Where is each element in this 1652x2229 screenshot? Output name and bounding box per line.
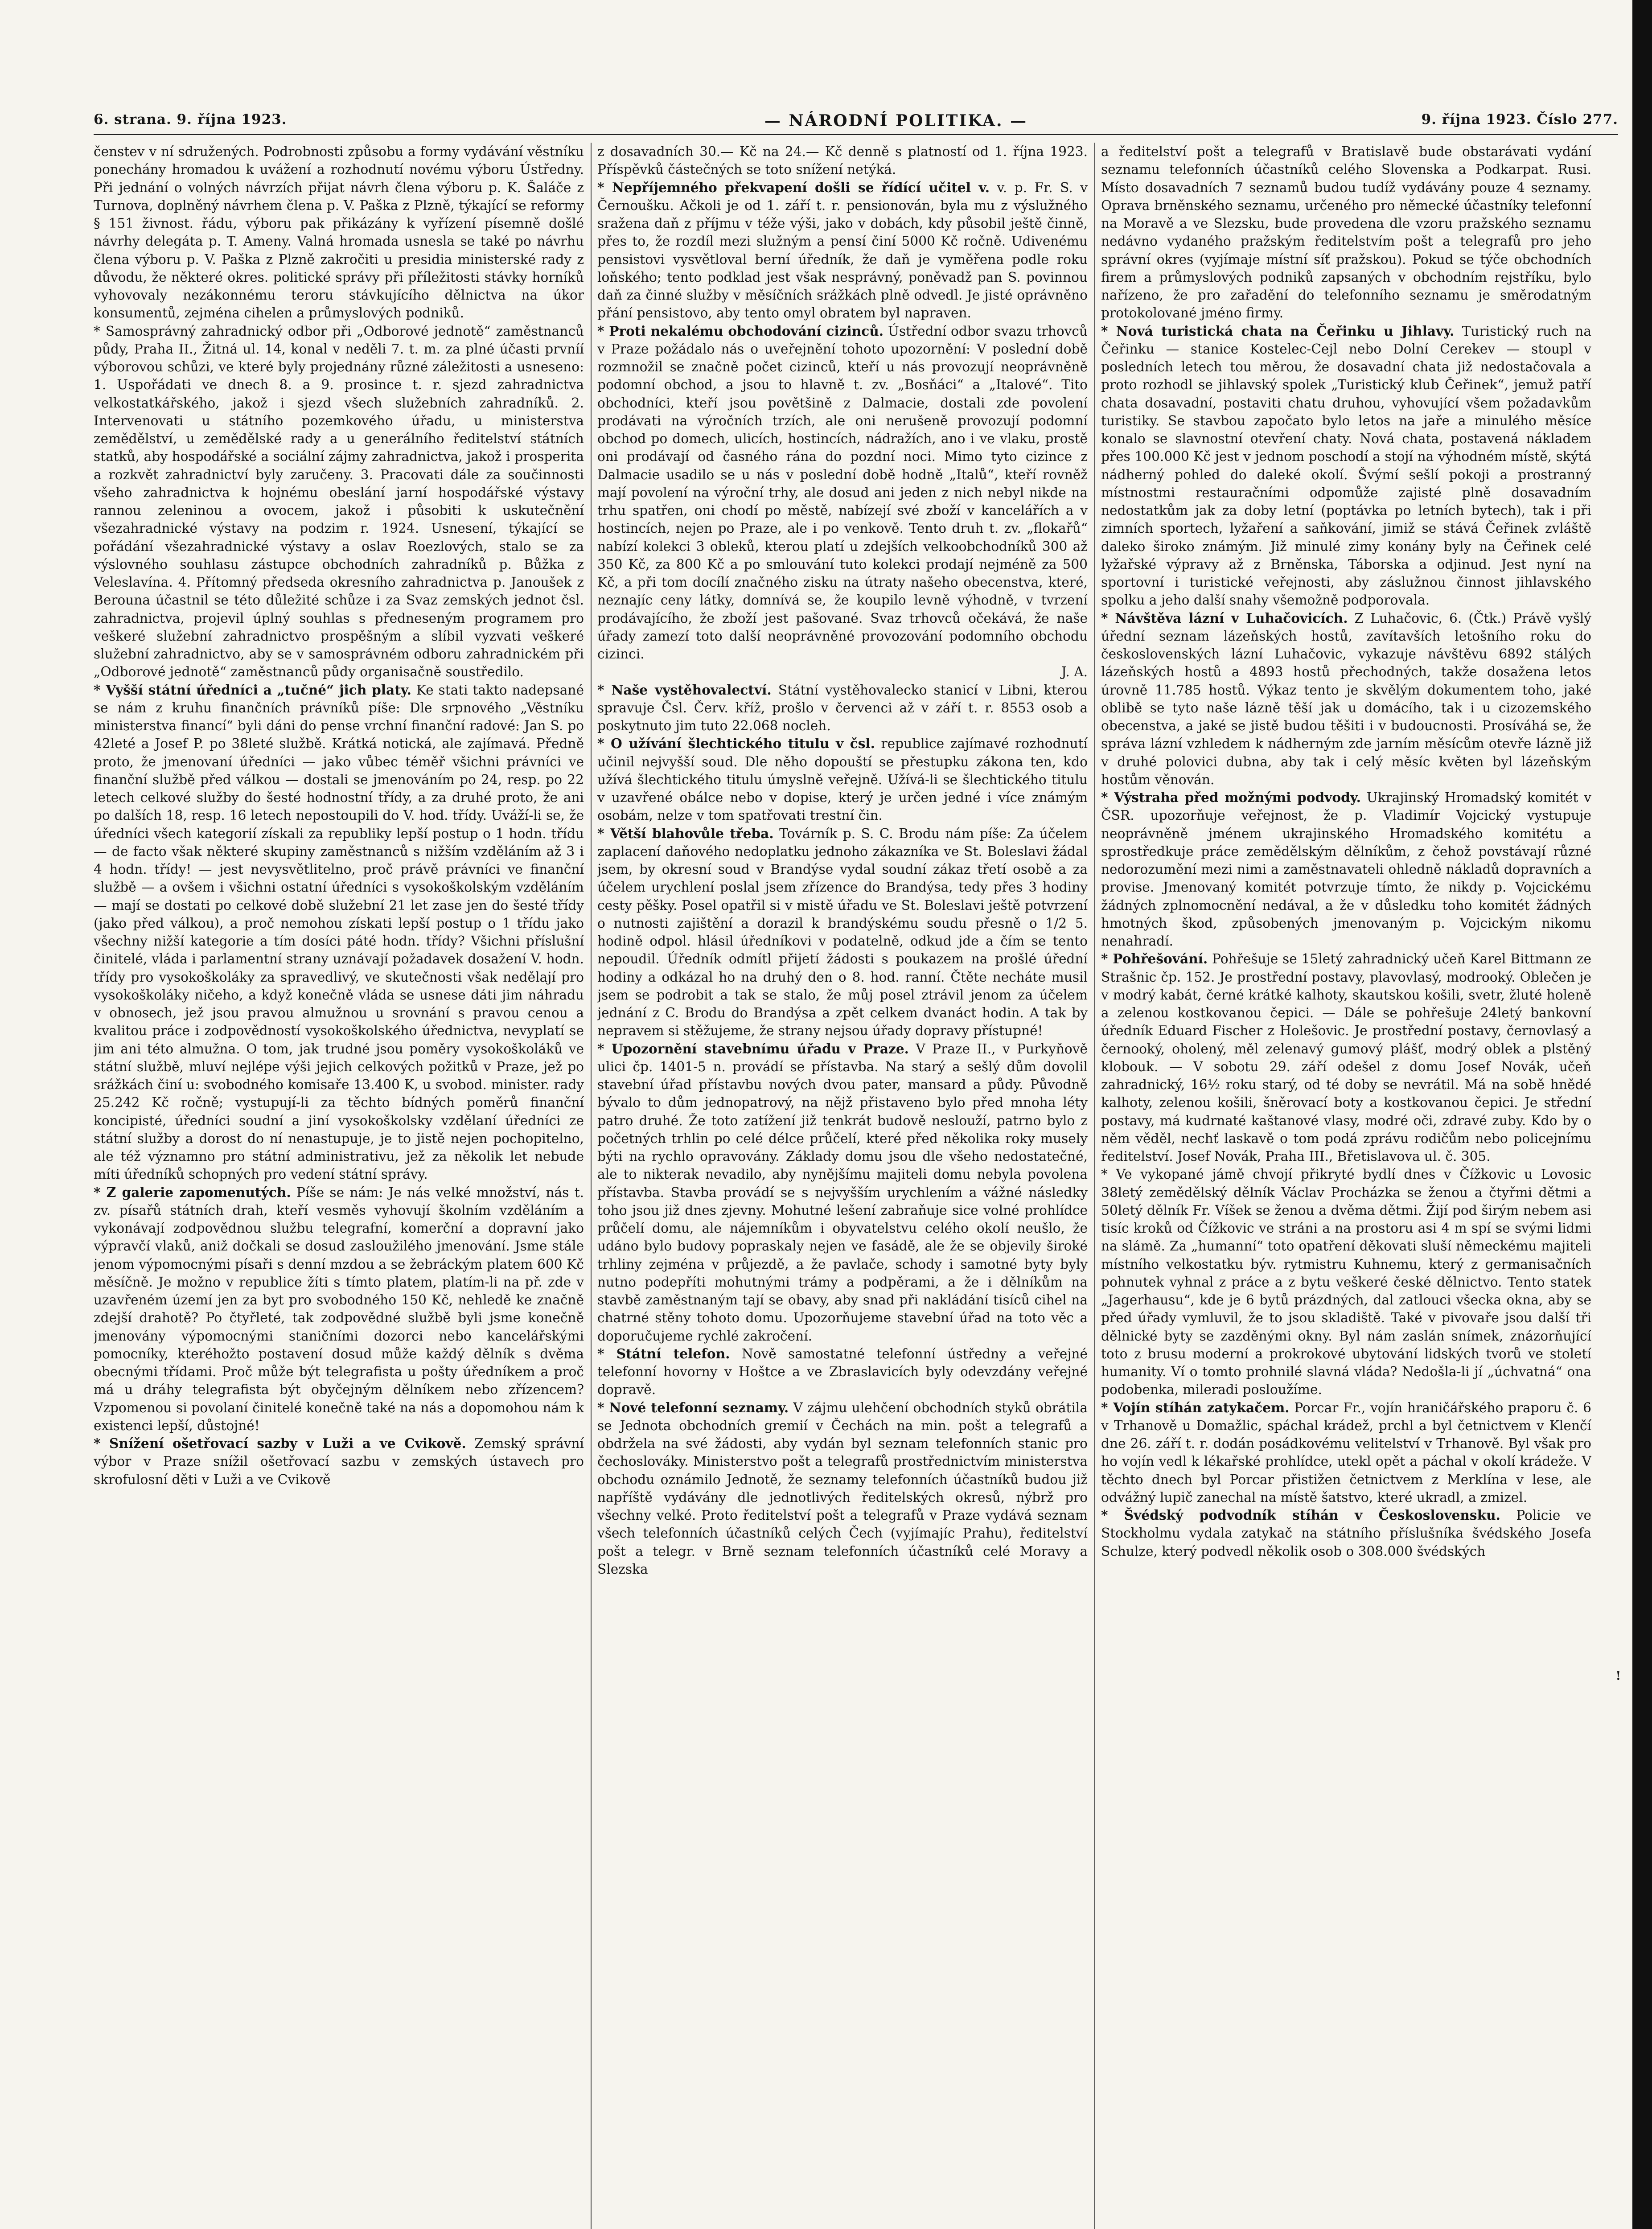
article-headline: * Z galerie zapomenutých. (94, 1184, 291, 1200)
article-paragraph: * Samosprávný zahradnický odbor při „Odborové jednotě“ zaměstnanců půdy, Praha II., Žitná ul. 14, konal v neděli 7. t. m. za plné účasti prvníí výborovou schůzi, ve které byly projednány různé záležitosti a usneseno: 1. Uspořádati ve dnech 8. a 9. prosince t. r. sjezd zahradnictva velkostatkářského, jakož i sjezd všech služebních zahradníků. 2. Intervenovati u státního pozemkového úřadu, u ministerstva zemědělství, u zemědělské rady a u generálního ředitelství státních statků, aby hospodářské a sociální zájmy zahradnictva, jakož i prosperita a rozkvět zahradnictví byly zaručeny. 3. Pracovati dále za součinnosti všeho zahradnictva k hojnému obeslání jarní hospodářské výstavy rannou zeleninou a ovocem, jakož i působiti k uskutečnění všezahradnické výstavy na podzim r. 1924. Usnesení, týkající se pořádání všezahradnické výstavy a oslav Roezlových, stalo se za výslovného souhlasu zástupce obchodních zahradníků p. Bůžka z Veleslavína. 4. Přítomný předseda okresního zahradnictva p. Janoušek z Berouna účastnil se této důležité schůze i za Svaz zemských jednot čsl. zahradnictva, projevil úplný souhlas s předneseným programem pro veškeré služební zahradnictvo prospěšným a slíbil vyzvati veškeré služební zahradnictvo, aby se v samosprávném odboru zahradnickém při „Odborové jednotě“ zaměstnanců půdy organisačně soustředilo. (94, 323, 584, 680)
scan-edge-shadow (1632, 0, 1652, 2229)
article-paragraph: * Ve vykopané jámě chvojí přikryté bydlí dnes v Čížkovic u Lovosic 38letý zemědělský dělník Václav Procházka se ženou a čtyřmi dětmi a 50letý dělník Fr. Víšek se ženou a dvěma dětmi. Žijí pod širým nebem asi tisíc kroků od Čížkovic ve stráni a na prostoru asi 4 m spí se svými lidmi na slámě. Za „humanní“ toto opatření děkovati sluší německému majiteli místního velkostatku býv. rytmistru Kuhnemu, který z germanisačních pohnutek vyhnal z práce a z bytu veškeré české dělnictvo. Tento statek „Jagerhausu“, kde je 6 bytů prázdných, dal zatlouci všecka okna, aby se před úřady vymluvil, že to jsou skladiště. Také v pivovaře jsou další tři dělnické byty se zazděnými okny. Byl nám zaslán snímek, znázorňující toto z brusu moderní a prokrokové ubytování lidských tvorů ve století humanity. Ví o tomto prohnilé slavná vláda? Nedošla-li jí „úchvatná“ ona podobenka, mileradi posloužíme. (1101, 1167, 1591, 1398)
article-headline: * Nové telefonní seznamy. (597, 1399, 789, 1415)
article-headline: * Pohřešování. (1101, 951, 1208, 967)
page-header (94, 111, 1618, 143)
article-headline: * Proti nekalému obchodování cizinců. (597, 323, 884, 339)
article-paragraph: * Z galerie zapomenutých. Píše se nám: Je nás velké množství, nás t. zv. písařů státních drah, kteří vesměs vyhovují školním vzděláním a vykonávají zodpovědnou službu telegrafní, komerční a dopravní jako výpravčí vlaků, aniž dočkali se dosud zasloužilého jmenování. Jsme stále jenom výpomocnými písaři s denní mzdou a se žebráckým platem 600 Kč měsíčně. Je možno v republice žíti s tímto platem, platím-li na př. zde v uzavřeném území jen za byt pro svobodného 150 Kč, nehledě ke značně zdejší drahotě? Po čtyřleté, tak zodpovědné službě byli jsme konečně jmenovány výpomocnými staničními dozorci nebo kancelářskými pomocníky, kteréhožto postavení dosud může každý dělník s dvěma obecnými třídami. Proč může být telegrafista u pošty úředníkem a proč má u dráhy telegrafista být obyčejným dělníkem nebo zřízencem? Vzpomenou si povolaní činitelé konečně také na nás a dopomohou nám k existenci lepší, důstojné! (94, 1184, 584, 1433)
header-rule (94, 134, 1618, 135)
article-paragraph: * Nová turistická chata na Čeřinku u Jihlavy. Turistický ruch na Čeřinku — stanice Kostelec-Cejl nebo Dolní Cerekev — stoupl v posledních letech tou měrou, že dosavadní chata již nedostačovala a proto rozhodl se jihlavský spolek „Turistický klub Čeřinek“, jemuž patří chata dosavadní, postaviti chatu druhou, vyhovující všem požadavkům turistiky. Se stavbou započato bylo letos na jaře a minulého měsíce konalo se slavnostní otevření chaty. Nová chata, postavená nákladem přes 100.000 Kč jest v jednom poschodí a stojí na výhodném místě, skýtá nádherný pohled do daleké okolí. Švýmí sešlí pokoji a prostranný místnostmi restauračními odpomůže zajisté plně dosavadním nedostatkům jak za doby letní (poptávka po letních bytech), tak i při zimních sportech, lyžaření a saňkování, jimiž se stává Čeřinek zvláště daleko široko známým. Již minulé zimy konány byly na Čeřinek celé lyžařské výpravy až z Brněnska, Táborska a odjinud. Jest nyní na sportovní i turistické veřejnosti, aby záslužnou činnost jihlavského spolku a jeho další snahy všemožně podporovala. (1101, 323, 1591, 608)
article-paragraph: * Vojín stíhán zatykačem. Porcar Fr., vojín hraničářského praporu č. 6 v Trhanově u Domažlic, spáchal krádež, prchl a byl četnictvem v Klenčí dne 26. září t. r. dodán posádkovému velitelství v Trhanově. Byl však pro ho vojín vedl k lékařské prohlídce, utekl opět a páchal v okolí krádeže. V těchto dnech byl Porcar přistižen četnictvem z Merklína v lese, ale odvážný lupič zanechal na místě šatstvo, které ukradl, a zmizel. (1101, 1399, 1591, 1505)
article-paragraph: * O užívání šlechtického titulu v čsl. republice zajímavé rozhodnutí učinil nejvyšší soud. Dle něho dopouští se přestupku zákona ten, kdo užívá šlechtického titulu úmyslně veřejně. Užívá-li se šlechtického titulu v uzavřené obálce nebo v dopise, který je určen jedné i více známým osobám, nelze v tom spatřovati trestní čin. (597, 736, 1088, 823)
article-paragraph: * Výstraha před možnými podvody. Ukrajinský Hromadský komitét v ČSR. upozorňuje veřejnost, že p. Vladimír Vojcický vystupuje neoprávněně jménem ukrajinského Hromadského komitétu a sprostředkuje práce zemědělským dělníkům, z čehož povstávají různé nedorozumění mezi nimi a zaměstnavateli ohledně nákladů dopravních a provise. Jmenovaný komitét potvrzuje tímto, že nikdy p. Vojcickému žádných zplnomocnění nedával, a že v důsledku toho komitét žádných hmotných škod, způsobených jmenovaným p. Vojcickým nikomu nenahradí. (1101, 790, 1591, 949)
header-left: 6. strana. 9. října 1923. (94, 111, 287, 127)
margin-mark: ! (1615, 1670, 1621, 1683)
article-headline: * Výstraha před možnými podvody. (1101, 790, 1361, 805)
header-right: 9. října 1923. Číslo 277. (1421, 111, 1618, 127)
column-divider (591, 143, 592, 2229)
article-paragraph: * Naše vystěhovalectví. Státní vystěhovalecko stanicí v Libni, kterou spravuje Čsl. Červ. kříž, prošlo v červenci až v září t. r. 8553 osob a poskytnuto jim tuto 22.068 nocleh. (597, 682, 1088, 733)
article-paragraph: čenstev v ní sdružených. Podrobnosti způsobu a formy vydávání věstníku ponechány hromadou k uvážení a rozhodnutí novému výboru Ústředny. Při jednání o volných návrzích přijat návrh člena výboru p. K. Šaláče z Turnova, doplněný návrhem člena p. V. Paška z Plzně, týkající se reformy § 151 živnost. řádu, výboru pak přikázány k vyřízení písemně došlé návrhy delegáta p. T. Ameny. Valná hromada usnesla se také po návrhu člena výboru p. V. Paška z Plzně zakročiti u presidia ministerské rady z důvodu, že některé okres. politické správy při příležitosti stávky horníků vyhovovaly nezákonnému teroru stávkujícího dělnictva na úkor konsumentů, zejména cihelen a průmyslových podniků. (94, 144, 584, 321)
column-3 (1101, 143, 1591, 2229)
article-headline: * Švédský podvodník stíhán v Československu. (1101, 1507, 1500, 1523)
article-paragraph: z dosavadních 30.— Kč na 24.— Kč denně s platností od 1. října 1923. Příspěvků částečných se toto snížení netýká. (597, 144, 1088, 177)
article-headline: * Vojín stíhán zatykačem. (1101, 1399, 1290, 1415)
article-headline: * Státní telefon. (597, 1345, 730, 1361)
article-paragraph: * Upozornění stavebnímu úřadu v Praze. V Praze II., v Purkyňově ulici čp. 1401-5 n. provádí se přístavba. Na starý a sešlý dům dovolil stavební úřad přístavbu nových dvou pater, mansard a půdy. Původně bývalo to dům jednopatrový, na nějž přistaveno bylo před mnoha léty patro druhé. Že toto zatížení již tenkrát budově neslouží, patrno bylo z početných trhlin po celé délce průčelí, které před několika roky musely býti na rychlo opravovány. Základy domu jsou dle všeho nedostatečné, ale to nikterak nevadilo, aby nynějšímu majiteli domu nebyla povolena přístavba. Stavba provádí se s nejvyšším urychlením a vážné následky toho jsou již dnes zjevny. Mohutné lešení zabraňuje sice volné prohlídce průčelí domu, ale nájemníkům i obyvatelstvu celého okolí neušlo, že udáno bylo budovy popraskaly nejen ve fasádě, ale že se objevily široké trhliny zejména v průjezdě, a že pavlače, schody i samotné byty byly nutno podepříti mohutnými trámy a podpěrami, a že i dělníkům na stavbě zaměstnaným tají se obavy, aby snad při nakládání tisíců cihel na chatrné stěny tohoto domu. Upozorňujeme stavební úřad na toto věc a doporučujeme rychlé zakročení. (597, 1040, 1088, 1344)
article-paragraph: * Nové telefonní seznamy. V zájmu ulehčení obchodních styků obrátila se Jednota obchodních gremií v Čechách na min. pošt a telegrafů a obdržela na své žádosti, aby vydán byl seznam telefonních stanic pro čechoslováky. Ministerstvo pošt a telegrafů prostřednictvím ministerstva obchodu oznámilo Jednotě, že seznamy telefonních účastníků budou již napříště vydávány dle jednotlivých ředitelských okresů, nýbrž pro všechny velké. Proto ředitelství pošt a telegrafů v Praze vydává seznam všech telefonních účastníků celých Čech (vyjímajíc Prahu), ředitelství pošt a telegr. v Brně seznam telefonních účastníků celé Moravy a Slezska (597, 1399, 1088, 1577)
article-headline: * O užívání šlechtického titulu v čsl. (597, 736, 875, 752)
article-headline: * Větší blahovůle třeba. (597, 825, 774, 841)
article-paragraph: * Vyšší státní úředníci a „tučné“ jich platy. Ke stati takto nadepsané se nám z kruhu finančních právníků píše: Dle srpnového „Věstníku ministerstva financí“ byli dáni do pense vrchní finanční radové: Jan S. po 42leté a Josef P. po 38leté službě. Krátká notická, ale zajímavá. Předně proto, že jmenovaní úředníci — jako vůbec téměř všichni právníci ve finanční službě před válkou — dostali se jmenováním po 24, resp. po 22 letech celkové služby do šesté hodnostní třídy, a za druhé proto, že ani po dalších 18, resp. 16 letech nepostoupili do V. hod. třídy. Uváží-li se, že úředníci všech kategorií získali za republiky lepší postup o 1 hodn. třídu — de facto však některé skupiny zaměstnanců s nižším vzděláním až 3 i 4 hodn. třídy! — jest nevysvětlitelno, proč právě právníci ve finanční službě — a ovšem i všichni ostatní úředníci s vysokoškolským vzděláním — mají se dostati po celkové době služební 21 let zase jen do šesté třídy (jako před válkou), a proč nemohou získati lepší postup o 1 třídu jako všechny nižší kategorie a tím dosíci páté hodn. třídy? Všichni příslušní činitelé, vláda i parlamentní strany uznávají požadavek dosažení V. hodn. třídy pro vysokoškoláky za spravedlivý, ve skutečnosti však nedělají pro vysokoškoláky ničeho, a když konečně vláda se usnese dáti jim náhradu v obnosech, jež jsou pravou almužnou u srovnání s pravou cenou a kvalitou práce i zodpovědností vysokoškolského úřednictva, nevyplatí se jim ani této almužna. O tom, jak trudné jsou poměry vysokoškoláků ve státní službě, mluví nejlépe výši jejich celkových požitků v Praze, jež po srážkách činí u: svobodného komisaře 13.400 K, u svobod. minister. rady 25.242 Kč ročně; vystupují-li za těchto bídných poměrů finanční koncipisté, úředníci soudní a jiní vysokoškolsky vzdělaní úředníci ze státní služby a dorost do ní nenastupuje, je to jistě nejen pochopitelno, ale též významno pro státní administrativu, jež za několik let nebude míti úředníků schopných pro vedení státní správy. (94, 682, 584, 1182)
article-paragraph: * Švédský podvodník stíhán v Československu. Policie ve Stockholmu vydala zatykač na státního příslušníka švédského Josefa Schulze, který podvedl několik osob o 308.000 švédských (1101, 1507, 1591, 1559)
article-paragraph: * Proti nekalému obchodování cizinců. Ústřední odbor svazu trhovců v Praze požádalo nás o uveřejnění tohoto upozornění: V poslední době rozmnožil se značně počet cizinců, kteří u nás provozují neoprávněně podomní obchod, a jsou to hlavně t. zv. „Bosňáci“ a „Italové“. Tito obchodníci, kteří jsou povětšině z Dalmacie, dostali zde povolení prodávati na výročních trzích, ale oni nerušeně provozují podomní obchod po domech, ulicích, hostincích, nádražích, ano i ve vlaku, prostě oni prodávají od časného rána do pozdní noci. Mimo tyto cizince z Dalmacie usadilo se u nás v poslední době hodně „Italů“, kteří rovněž mají povolení na výroční trhy, ale dosud ani jeden z nich nebyl nikde na trhu spatřen, oni chodí po městě, nabízejí své zboží v kancelářích a v hostincích, nejen po Praze, ale i po venkově. Tento druh t. zv. „flokařů“ nabízí kolekci 3 obleků, kterou platí u zdejších velkoobchodníků 300 až 350 Kč, za 800 Kč a po smlouvání tuto kolekci prodají nejméně za 500 Kč, a při tom docílí značného zisku na útraty našeho obecenstva, které, neznajíc ceny látky, domnívá se, že koupilo levně výhodně, v tvrzení prodávajícího, že zboží jest pašované. Svaz trhovců očekává, že naše úřady zamezí toto další neoprávněné provozování podomního obchodu cizinci. (597, 323, 1088, 662)
article-headline: * Upozornění stavebnímu úřadu v Praze. (597, 1040, 909, 1057)
masthead-title: — NÁRODNÍ POLITIKA. — (764, 111, 1028, 130)
column-2 (597, 143, 1088, 2229)
column-1 (94, 143, 584, 2229)
article-paragraph: * Nepříjemného překvapení došli se řídící učitel v. v. p. Fr. S. v Černoušku. Ačkoli je od 1. září t. r. pensionován, byla mu z výslužného sražena daň z příjmu v téže výši, jako v dobách, kdy působil ještě činně, přes to, že rozdíl mezi služným a pensí činí 5000 Kč ročně. Udivenému pensistovi vysvětloval berní úředník, že daň je vyměřena podle roku loňského; tento podklad jest však nesprávný, poněvadž pan S. povinnou daň za činné služby v měsíčních srážkách plně odvedl. Je jisté oprávněno přání pensistovo, aby tento omyl obratem byl napraven. (597, 179, 1088, 321)
article-headline: * Nová turistická chata na Čeřinku u Jihlavy. (1101, 323, 1455, 339)
article-paragraph: * Státní telefon. Nově samostatné telefonní ústředny a veřejné telefonní hovorny v Hoštce a ve Zbraslavicích byly odevzdány veřejné dopravě. (597, 1345, 1088, 1398)
article-headline: * Nepříjemného překvapení došli se řídící učitel v. (597, 179, 990, 195)
article-headline: * Návštěva lázní v Luhačovicích. (1101, 610, 1348, 626)
article-headline: * Naše vystěhovalectví. (597, 682, 772, 698)
article-paragraph: a ředitelství pošt a telegrafů v Bratislavě bude obstarávati vydání seznamu telefonních účastníků celého Slovenska a Podkarpat. Rusi. Místo dosavadních 7 seznamů budou tudíž vydávány pouze 4 seznamy. Oprava brněnského seznamu, určeného pro německé účastníky telefonní na Moravě a ve Slezsku, bude provedena dle vzoru pražského seznamu nedávno vydaného pražským ředitelstvím pošt a telegrafů pro jeho správní okres (vyjímaje místní síť pražskou). Pokud se týče obchodních firem a průmyslových podniků zapsaných v obchodním rejstříku, bylo nařízeno, že pro zařadění do telefonního seznamu je směrodatným protokolované jméno firmy. (1101, 144, 1591, 321)
article-headline: * Vyšší státní úředníci a „tučné“ jich platy. (94, 682, 411, 698)
column-divider (1094, 143, 1095, 2229)
article-paragraph: J. A. (1061, 664, 1088, 680)
article-paragraph: * Snížení ošetřovací sazby v Luži a ve Cvikově. Zemský správní výbor v Praze snížil ošetřovací sazbu v zemských ústavech pro skrofulosní děti v Luži a ve Cvikově (94, 1435, 584, 1487)
article-paragraph: * Větší blahovůle třeba. Továrník p. S. C. Brodu nám píše: Za účelem zaplacení daňového nedoplatku jednoho zákazníka ve St. Boleslavi žádal jsem, by okresní soud v Brandýse vydal soudní zákaz třetí osobě a za účelem urychlení poslal jsem zřízence do Brandýsa, tedy přes 3 hodiny cesty pěšky. Posel opatřil si v mistě úřadu ve St. Boleslavi ještě potvrzení o nutnosti zajištění a dorazil k brandýskému soudu přesně o 1/2 5. hodině odpol. hlásil úředníkovi v podatelně, odkud jde a čím se tento nepoudil. Úředník odmítl přijetí žádosti s poukazem na prošlé úřední hodiny a odkázal ho na druhý den o 8. hod. ranní. Čtěte necháte musil jsem se podrobit a tak se stalo, že můj posel ztrávil jenom za účelem jednání z C. Brodu do Brandýsa a zpět celkem dvanáct hodin. A tak by nepravem si stěžujeme, že strany nejsou úřady dopravy přístupné! (597, 825, 1088, 1039)
article-paragraph: * Pohřešování. Pohřešuje se 15letý zahradnický učeň Karel Bittmann ze Strašnic čp. 152. Je prostřední postavy, plavovlasý, modrooký. Oblečen je v modrý kabát, černé krátké kalhoty, skautskou košili, svetr, žluté holeně a zelenou kostkovanou čepici. — Dále se pohřešuje 24letý bankovní úředník Eduard Fischer z Holešovic. Je prostřední postavy, černovlasý a černooký, oholený, měl zelenavý gumový plášť, modrý oblek a plstěný klobouk. — V sobotu 29. září odešel z domu Josef Novák, učeň zahradnický, 16½ roku starý, od té doby se nevrátil. Má na sobě hnědé kalhoty, zelenou košili, šněrovací boty a kostkovanou čepici. Je střední postavy, má kudrnaté kaštanové vlasy, modré oči, zdravé zuby. Kdo by o něm věděl, nechť laskavě o tom podá zprávu rodičům nebo policejnímu ředitelství. Josef Novák, Praha III., Břetislavova ul. č. 305. (1101, 951, 1591, 1164)
article-paragraph: * Návštěva lázní v Luhačovicích. Z Luhačovic, 6. (Čtk.) Právě vyšlý úřední seznam lázeňských hostů, zavítavších letošního roku do československých lázní Luhačovic, vykazuje návštěvu 6892 stálých lázeňských hostů a 4893 hostů přechodných, takže dosažena letos úrovně 11.785 hostů. Výkaz tento je skvělým dokumentem toho, jaké oblibě se tyto naše lázně těší jak u domácího, tak i u cizozemského obecenstva, a jaké se jistě budou těšiti i v budoucnosti. Prosíváhá se, že správa lázní vzhledem k nádherným zde jarním měsícům otevře lázně již v druhé polovici dubna, aby tak i celý měsíc květen byl lázeňským hostům věnován. (1101, 610, 1591, 787)
article-headline: * Snížení ošetřovací sazby v Luži a ve Cvikově. (94, 1435, 466, 1451)
